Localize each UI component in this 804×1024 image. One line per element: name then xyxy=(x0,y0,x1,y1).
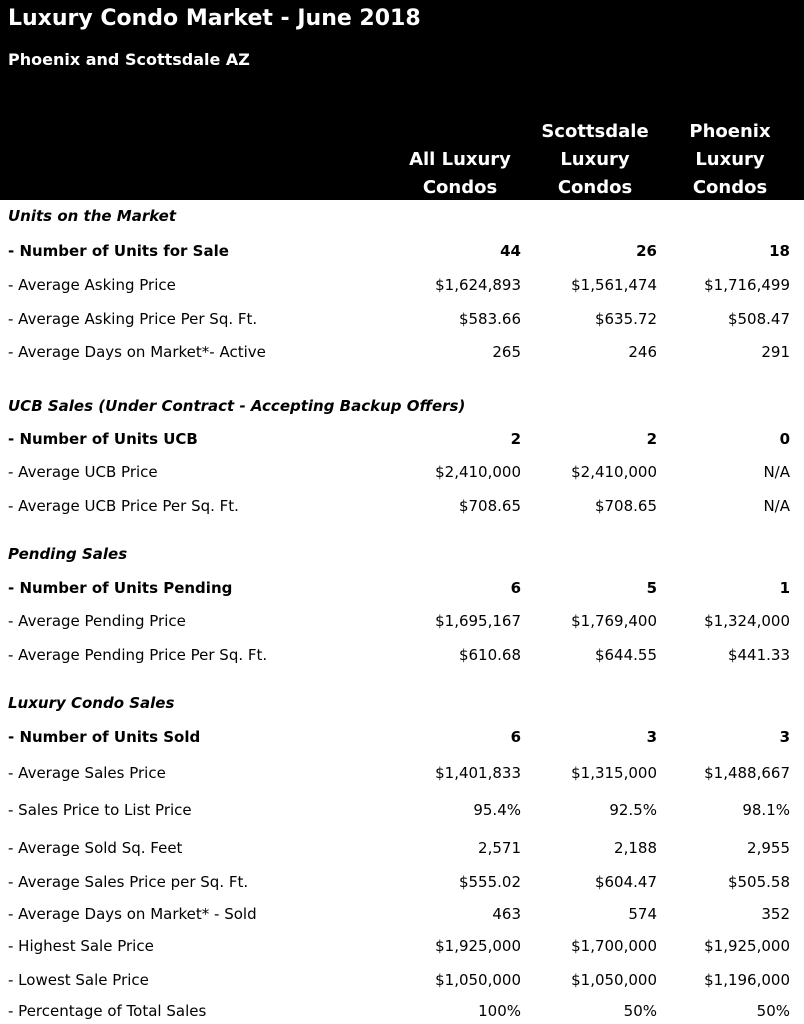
value-phoenix: 98.1% xyxy=(742,801,790,819)
column-header-line: Phoenix xyxy=(689,121,771,142)
row-label: - Number of Units Pending xyxy=(8,579,233,597)
row-label: - Average UCB Price Per Sq. Ft. xyxy=(8,497,239,515)
value-all-luxury: 265 xyxy=(492,343,521,361)
row-label: - Average Sold Sq. Feet xyxy=(8,839,183,857)
value-scottsdale: $1,315,000 xyxy=(571,764,657,782)
report-subtitle: Phoenix and Scottsdale AZ xyxy=(8,50,250,69)
column-header-line: All Luxury xyxy=(409,149,511,170)
row-label: - Average Sales Price per Sq. Ft. xyxy=(8,873,249,891)
value-all-luxury: 95.4% xyxy=(473,801,521,819)
column-header-line: Condos xyxy=(557,177,633,198)
column-header-line: Condos xyxy=(422,177,498,198)
value-scottsdale: 3 xyxy=(646,728,657,746)
value-scottsdale: 246 xyxy=(628,343,657,361)
value-all-luxury: 6 xyxy=(510,579,521,597)
value-all-luxury: $1,695,167 xyxy=(435,612,521,630)
value-all-luxury: $610.68 xyxy=(458,646,521,664)
section-ucb-sales-title: UCB Sales (Under Contract - Accepting Backup Offers) xyxy=(8,397,466,415)
value-scottsdale: 2,188 xyxy=(614,839,657,857)
row-label: - Average Pending Price xyxy=(8,612,186,630)
report-header xyxy=(0,0,804,200)
section-units-on-market-title: Units on the Market xyxy=(8,207,177,225)
value-phoenix: $505.58 xyxy=(727,873,790,891)
value-phoenix: 352 xyxy=(761,905,790,923)
value-scottsdale: $604.47 xyxy=(594,873,657,891)
value-phoenix: $1,196,000 xyxy=(704,971,790,989)
value-phoenix: 1 xyxy=(779,579,790,597)
value-phoenix: $1,324,000 xyxy=(704,612,790,630)
value-scottsdale: 92.5% xyxy=(609,801,657,819)
value-phoenix: 3 xyxy=(779,728,790,746)
value-all-luxury: $1,050,000 xyxy=(435,971,521,989)
value-phoenix: 2,955 xyxy=(747,839,790,857)
row-label: - Percentage of Total Sales xyxy=(8,1002,207,1020)
value-all-luxury: $1,925,000 xyxy=(435,937,521,955)
column-header-phoenix xyxy=(660,118,800,202)
row-label: - Number of Units Sold xyxy=(8,728,201,746)
value-phoenix: 0 xyxy=(779,430,790,448)
value-scottsdale: $2,410,000 xyxy=(571,463,657,481)
value-phoenix: 50% xyxy=(756,1002,790,1020)
row-label: - Average Days on Market*- Active xyxy=(8,343,266,361)
row-label: - Lowest Sale Price xyxy=(8,971,149,989)
value-all-luxury: 2 xyxy=(510,430,521,448)
row-label: - Number of Units for Sale xyxy=(8,242,229,260)
column-header-all-luxury xyxy=(375,118,545,202)
section-luxury-condo-sales-title: Luxury Condo Sales xyxy=(8,694,175,712)
value-all-luxury: 2,571 xyxy=(478,839,521,857)
value-phoenix: $1,925,000 xyxy=(704,937,790,955)
column-header-scottsdale xyxy=(525,118,665,202)
row-label: - Highest Sale Price xyxy=(8,937,154,955)
row-label: - Average Asking Price xyxy=(8,276,176,294)
value-all-luxury: $1,624,893 xyxy=(435,276,521,294)
value-phoenix: $508.47 xyxy=(727,310,790,328)
value-phoenix: 291 xyxy=(761,343,790,361)
value-phoenix: N/A xyxy=(763,463,790,481)
value-all-luxury: 463 xyxy=(492,905,521,923)
value-scottsdale: $1,561,474 xyxy=(571,276,657,294)
value-phoenix: N/A xyxy=(763,497,790,515)
value-all-luxury: 6 xyxy=(510,728,521,746)
column-header-line: Luxury xyxy=(695,149,765,170)
value-phoenix: 18 xyxy=(769,242,790,260)
value-scottsdale: 50% xyxy=(623,1002,657,1020)
value-all-luxury: $555.02 xyxy=(458,873,521,891)
value-phoenix: $441.33 xyxy=(727,646,790,664)
value-all-luxury: $1,401,833 xyxy=(435,764,521,782)
row-label: - Average Pending Price Per Sq. Ft. xyxy=(8,646,268,664)
column-header-line: Luxury xyxy=(560,149,630,170)
report-title: Luxury Condo Market - June 2018 xyxy=(8,6,421,31)
row-label: - Sales Price to List Price xyxy=(8,801,192,819)
row-label: - Average Asking Price Per Sq. Ft. xyxy=(8,310,258,328)
value-scottsdale: $1,769,400 xyxy=(571,612,657,630)
value-all-luxury: $583.66 xyxy=(458,310,521,328)
value-scottsdale: 2 xyxy=(646,430,657,448)
row-label: - Number of Units UCB xyxy=(8,430,198,448)
value-scottsdale: 26 xyxy=(636,242,657,260)
value-all-luxury: 100% xyxy=(478,1002,521,1020)
value-all-luxury: 44 xyxy=(500,242,521,260)
value-scottsdale: $1,050,000 xyxy=(571,971,657,989)
value-scottsdale: $1,700,000 xyxy=(571,937,657,955)
row-label: - Average Sales Price xyxy=(8,764,166,782)
value-scottsdale: $708.65 xyxy=(594,497,657,515)
row-label: - Average UCB Price xyxy=(8,463,158,481)
value-scottsdale: 5 xyxy=(646,579,657,597)
value-phoenix: $1,716,499 xyxy=(704,276,790,294)
column-header-line: Scottsdale xyxy=(541,121,649,142)
value-phoenix: $1,488,667 xyxy=(704,764,790,782)
value-scottsdale: 574 xyxy=(628,905,657,923)
section-pending-sales-title: Pending Sales xyxy=(8,545,128,563)
value-scottsdale: $644.55 xyxy=(594,646,657,664)
value-all-luxury: $708.65 xyxy=(458,497,521,515)
value-scottsdale: $635.72 xyxy=(594,310,657,328)
column-header-line: Condos xyxy=(692,177,768,198)
value-all-luxury: $2,410,000 xyxy=(435,463,521,481)
row-label: - Average Days on Market* - Sold xyxy=(8,905,257,923)
